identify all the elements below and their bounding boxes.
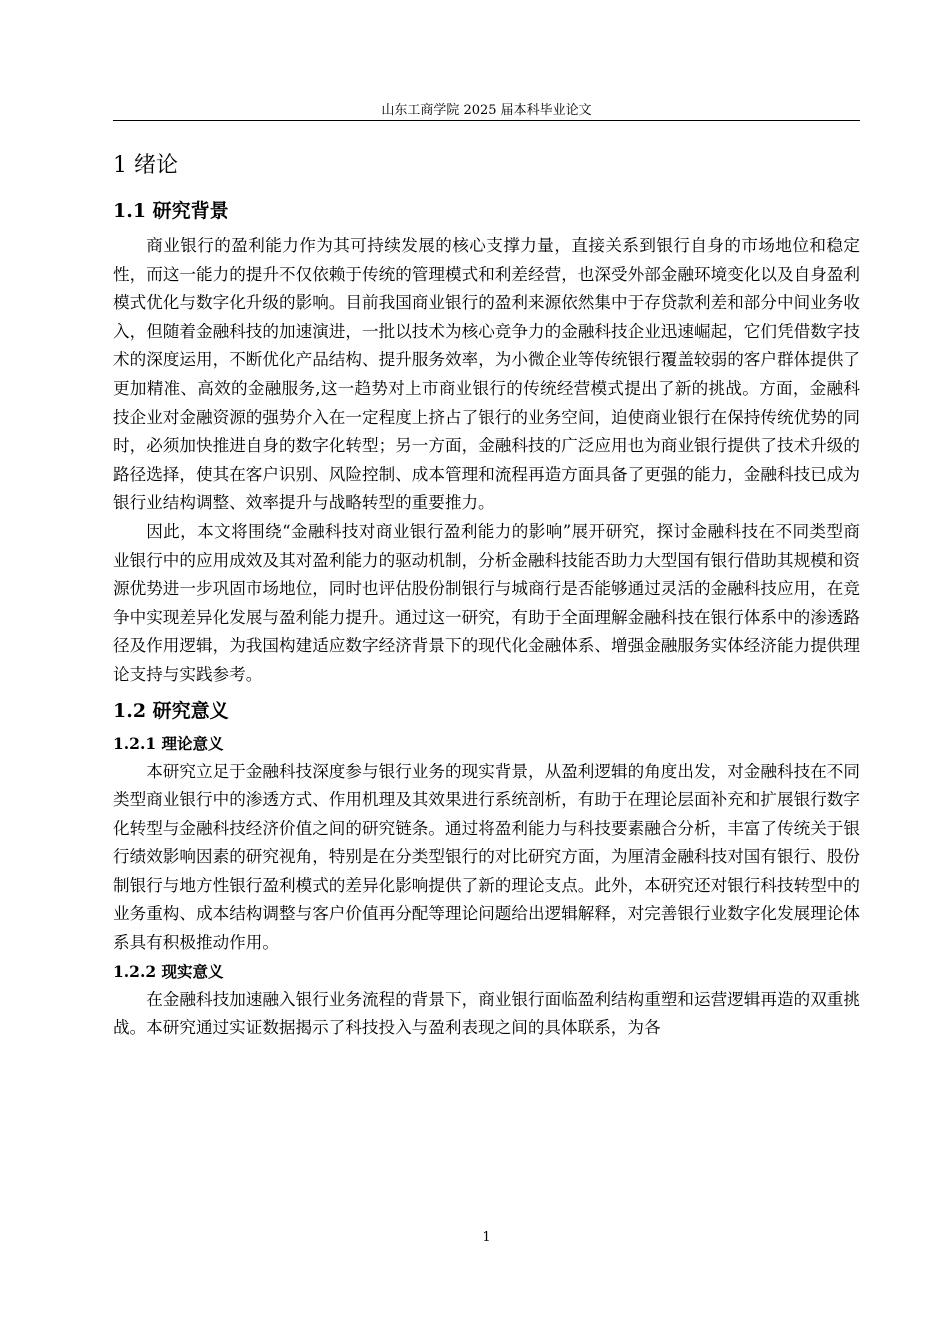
page-number: 1: [482, 1230, 491, 1245]
header-rule: [113, 120, 860, 121]
chapter-title: 1 绪论: [113, 153, 178, 178]
paragraph: 因此，本文将围绕“金融科技对商业银行盈利能力的影响”展开研究，探讨金融科技在不同类型商业银行中的应用成效及其对盈利能力的驱动机制，分析金融科技能否助力大型国有银行借助其规模和资源优势进一步巩固市场地位，同时也评估股份制银行与城商行是否能够通过灵活的金融科技应用，在竞争中实现差异化发展与盈利能力提升。通过这一研究，有助于全面理解金融科技在银行体系中的渗透路径及作用逻辑，为我国构建适应数字经济背景下的现代化金融体系、增强金融服务实体经济能力提供理论支持与实践参考。: [113, 521, 860, 684]
paragraph: 在金融科技加速融入银行业务流程的背景下，商业银行面临盈利结构重塑和运营逻辑再造的双重挑战。本研究通过实证数据揭示了科技投入与盈利表现之间的具体联系，为各: [113, 989, 860, 1038]
page-content: [113, 148, 860, 1043]
subsection-title-practical-significance: 1.2.2 现实意义: [113, 961, 224, 981]
section-title-research-significance: 1.2 研究意义: [113, 699, 229, 722]
paragraph: 本研究立足于金融科技深度参与银行业务的现实背景，从盈利逻辑的角度出发，对金融科技在不同类型商业银行中的渗透方式、作用机理及其效果进行系统剖析，有助于在理论层面补充和扩展银行数字化转型与金融科技经济价值之间的研究链条。通过将盈利能力与科技要素融合分析，丰富了传统关于银行绩效影响因素的研究视角，特别是在分类型银行的对比研究方面，为厘清金融科技对国有银行、股份制银行与地方性银行盈利模式的差异化影响提供了新的理论支点。此外，本研究还对银行科技转型中的业务重构、成本结构调整与客户价值再分配等理论问题给出逻辑解释，对完善银行业数字化发展理论体系具有积极推动作用。: [113, 761, 860, 953]
subsection-title-theoretical-significance: 1.2.1 理论意义: [113, 733, 224, 753]
paragraph: 商业银行的盈利能力作为其可持续发展的核心支撑力量，直接关系到银行自身的市场地位和稳定性，而这一能力的提升不仅依赖于传统的管理模式和利差经营，也深受外部金融环境变化以及自身盈利模式优化与数字化升级的影响。目前我国商业银行的盈利来源依然集中于存贷款利差和部分中间业务收入，但随着金融科技的加速演进，一批以技术为核心竞争力的金融科技企业迅速崛起，它们凭借数字技术的深度运用，不断优化产品结构、提升服务效率，为小微企业等传统银行覆盖较弱的客户群体提供了更加精准、高效的金融服务,这一趋势对上市商业银行的传统经营模式提出了新的挑战。方面，金融科技企业对金融资源的强势介入在一定程度上挤占了银行的业务空间，迫使商业银行在保持传统优势的同时，必须加快推进自身的数字化转型；另一方面，金融科技的广泛应用也为商业银行提供了技术升级的路径选择，使其在客户识别、风险控制、成本管理和流程再造方面具备了更强的能力，金融科技已成为银行业结构调整、效率提升与战略转型的重要推力。: [113, 236, 860, 513]
running-header: 山东工商学院 2025 届本科毕业论文: [381, 103, 592, 118]
section-title-research-background: 1.1 研究背景: [113, 200, 229, 222]
